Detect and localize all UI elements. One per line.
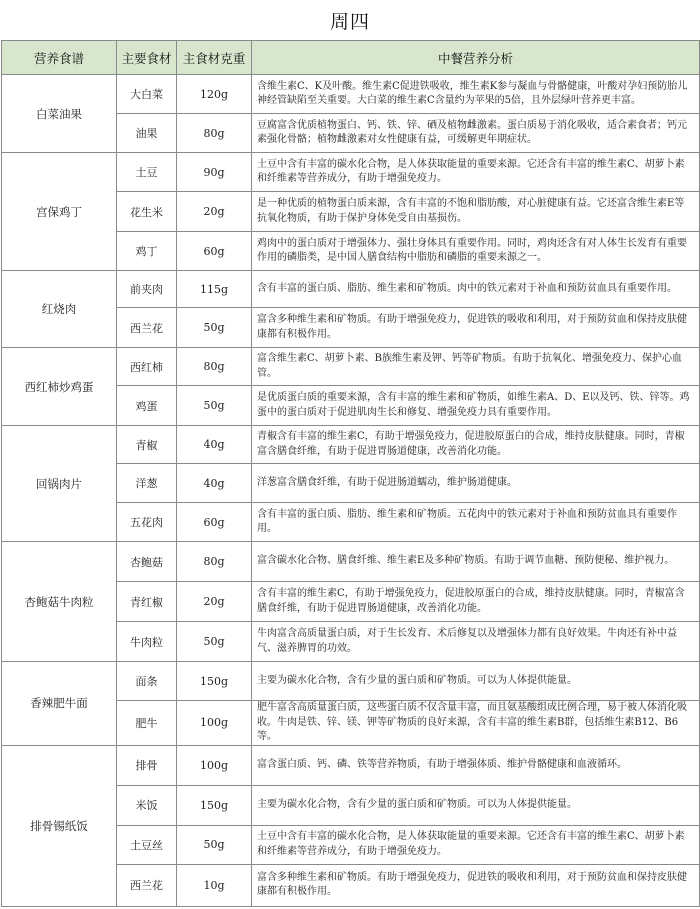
ingredient-weight: 20g (177, 582, 252, 622)
ingredient-weight: 90g (177, 153, 252, 192)
nutrition-analysis: 主要为碳水化合物，含有少量的蛋白质和矿物质。可以为人体提供能量。 (252, 662, 700, 701)
ingredient-name: 面条 (117, 662, 177, 701)
header-recipe: 营养食谱 (2, 41, 117, 75)
nutrition-analysis: 富含蛋白质、钙、磷、铁等营养物质，有助于增强体质、维护骨骼健康和血液循环。 (252, 745, 700, 785)
ingredient-weight: 60g (177, 232, 252, 271)
nutrition-analysis: 含有丰富的维生素C，有助于增强免疫力，促进胶原蛋白的合成，维持皮肤健康。同时，青椒富含膳食纤维，有助于促进胃肠道健康，改善消化功能。 (252, 582, 700, 622)
ingredient-weight: 50g (177, 386, 252, 426)
table-row (2, 75, 700, 114)
nutrition-table (1, 40, 700, 907)
table-header-row (2, 41, 700, 75)
ingredient-name: 五花肉 (117, 503, 177, 542)
ingredient-name: 土豆丝 (117, 825, 177, 864)
ingredient-name: 杏鲍菇 (117, 542, 177, 582)
table-row (2, 153, 700, 192)
ingredient-weight: 100g (177, 745, 252, 785)
ingredient-name: 鸡蛋 (117, 386, 177, 426)
nutrition-analysis: 富含维生素C、胡萝卜素、B族维生素及钾、钙等矿物质。有助于抗氧化、增强免疫力、保护心血管。 (252, 348, 700, 386)
page-title: 周四 (329, 10, 370, 33)
ingredient-name: 西兰花 (117, 308, 177, 348)
nutrition-analysis: 含维生素C、K及叶酸。维生素C促进铁吸收，维生素K参与凝血与骨骼健康，叶酸对孕妇预防胎儿神经管缺陷至关重要。大白菜的维生素C含量约为苹果的5倍，且外层绿叶营养更丰富。 (252, 75, 700, 114)
ingredient-weight: 80g (177, 542, 252, 582)
dish-name: 西红柿炒鸡蛋 (2, 348, 117, 426)
table-row (2, 542, 700, 582)
ingredient-weight: 115g (177, 271, 252, 308)
nutrition-analysis: 主要为碳水化合物，含有少量的蛋白质和矿物质。可以为人体提供能量。 (252, 785, 700, 825)
ingredient-name: 青椒 (117, 426, 177, 464)
table-row (2, 662, 700, 701)
ingredient-name: 青红椒 (117, 582, 177, 622)
ingredient-name: 西兰花 (117, 864, 177, 906)
ingredient-name: 牛肉粒 (117, 622, 177, 662)
nutrition-analysis: 含有丰富的蛋白质、脂肪、维生素和矿物质。肉中的铁元素对于补血和预防贫血具有重要作用。 (252, 271, 700, 308)
ingredient-name: 米饭 (117, 785, 177, 825)
table-row (2, 426, 700, 464)
ingredient-name: 肥牛 (117, 701, 177, 746)
ingredient-weight: 100g (177, 701, 252, 746)
nutrition-analysis: 富含多种维生素和矿物质。有助于增强免疫力，促进铁的吸收和利用，对于预防贫血和保持皮肤健康都有积极作用。 (252, 308, 700, 348)
ingredient-name: 排骨 (117, 745, 177, 785)
ingredient-weight: 60g (177, 503, 252, 542)
dish-name: 排骨锡纸饭 (2, 745, 117, 906)
header-weight: 主食材克重 (177, 41, 252, 75)
table-row (2, 271, 700, 308)
dish-name: 白菜油果 (2, 75, 117, 153)
ingredient-name: 洋葱 (117, 464, 177, 503)
ingredient-weight: 50g (177, 308, 252, 348)
nutrition-analysis: 青椒含有丰富的维生素C，有助于增强免疫力，促进胶原蛋白的合成，维持皮肤健康。同时，青椒富含膳食纤维，有助于促进胃肠道健康，改善消化功能。 (252, 426, 700, 464)
table-row (2, 745, 700, 785)
dish-name: 宫保鸡丁 (2, 153, 117, 271)
ingredient-weight: 50g (177, 825, 252, 864)
ingredient-name: 西红柿 (117, 348, 177, 386)
dish-name: 香辣肥牛面 (2, 662, 117, 746)
nutrition-analysis: 牛肉富含高质量蛋白质，对于生长发育、术后修复以及增强体力都有良好效果。牛肉还有补中益气、滋养脾胃的功效。 (252, 622, 700, 662)
header-main-ingredient: 主要食材 (117, 41, 177, 75)
dish-name: 回锅肉片 (2, 426, 117, 542)
ingredient-weight: 10g (177, 864, 252, 906)
nutrition-analysis: 豆腐富含优质植物蛋白、钙、铁、锌、硒及植物雌激素。蛋白质易于消化吸收，适合素食者；钙元素强化骨骼；植物雌激素对女性健康有益，可缓解更年期症状。 (252, 114, 700, 153)
ingredient-weight: 40g (177, 464, 252, 503)
ingredient-weight: 50g (177, 622, 252, 662)
ingredient-name: 土豆 (117, 153, 177, 192)
ingredient-weight: 150g (177, 662, 252, 701)
ingredient-weight: 120g (177, 75, 252, 114)
nutrition-analysis: 土豆中含有丰富的碳水化合物，是人体获取能量的重要来源。它还含有丰富的维生素C、胡萝卜素和纤维素等营养成分，有助于增强免疫力。 (252, 153, 700, 192)
table-body (2, 75, 700, 907)
dish-name: 杏鲍菇牛肉粒 (2, 542, 117, 662)
ingredient-name: 大白菜 (117, 75, 177, 114)
nutrition-analysis: 是一种优质的植物蛋白质来源，含有丰富的不饱和脂肪酸，对心脏健康有益。它还富含维生素E等抗氧化物质，有助于保护身体免受自由基损伤。 (252, 192, 700, 232)
ingredient-weight: 150g (177, 785, 252, 825)
ingredient-name: 花生米 (117, 192, 177, 232)
nutrition-analysis: 富含碳水化合物、膳食纤维、维生素E及多种矿物质。有助于调节血糖、预防便秘、维护视力。 (252, 542, 700, 582)
nutrition-analysis: 是优质蛋白质的重要来源，含有丰富的维生素和矿物质，如维生素A、D、E以及钙、铁、锌等。鸡蛋中的蛋白质对于促进肌肉生长和修复、增强免疫力具有重要作用。 (252, 386, 700, 426)
table-row (2, 348, 700, 386)
nutrition-analysis: 鸡肉中的蛋白质对于增强体力、强壮身体具有重要作用。同时，鸡肉还含有对人体生长发育有重要作用的磷脂类，是中国人膳食结构中脂肪和磷脂的重要来源之一。 (252, 232, 700, 271)
ingredient-weight: 40g (177, 426, 252, 464)
ingredient-name: 鸡丁 (117, 232, 177, 271)
header-analysis: 中餐营养分析 (252, 41, 700, 75)
nutrition-analysis: 洋葱富含膳食纤维，有助于促进肠道蠕动，维护肠道健康。 (252, 464, 700, 503)
ingredient-weight: 80g (177, 114, 252, 153)
ingredient-weight: 20g (177, 192, 252, 232)
ingredient-weight: 80g (177, 348, 252, 386)
dish-name: 红烧肉 (2, 271, 117, 348)
nutrition-analysis: 肥牛富含高质量蛋白质，这些蛋白质不仅含量丰富，而且氨基酸组成比例合理，易于被人体消化吸收。牛肉是铁、锌、镁、钾等矿物质的良好来源，含有丰富的维生素B群，包括维生素B12、B6等。 (252, 701, 700, 746)
nutrition-analysis: 富含多种维生素和矿物质。有助于增强免疫力，促进铁的吸收和利用，对于预防贫血和保持皮肤健康都有积极作用。 (252, 864, 700, 906)
nutrition-analysis: 含有丰富的蛋白质、脂肪、维生素和矿物质。五花肉中的铁元素对于补血和预防贫血具有重要作用。 (252, 503, 700, 542)
ingredient-name: 油果 (117, 114, 177, 153)
ingredient-name: 前夹肉 (117, 271, 177, 308)
nutrition-analysis: 土豆中含有丰富的碳水化合物，是人体获取能量的重要来源。它还含有丰富的维生素C、胡萝卜素和纤维素等营养成分，有助于增强免疫力。 (252, 825, 700, 864)
